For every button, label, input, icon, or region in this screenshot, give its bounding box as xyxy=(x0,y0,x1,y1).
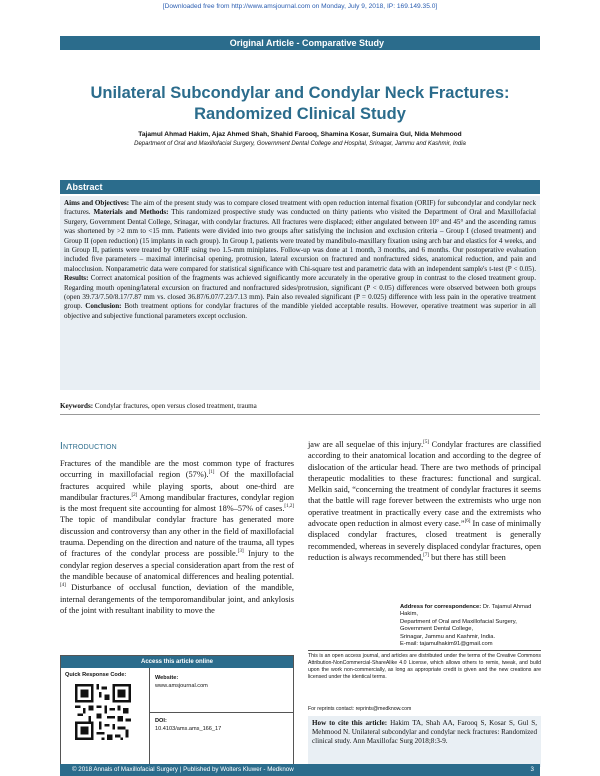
access-online-box xyxy=(60,655,294,769)
conclusion-text: Both treatment options for condylar fractures of the mandible yielded acceptable results. However, operative treatment was superior in all objective and subjective functional parameters except occlusion. xyxy=(64,302,536,320)
reprints-contact: For reprints contact: reprints@medknow.com xyxy=(308,706,412,712)
footer xyxy=(60,764,540,776)
website-link[interactable]: www.amsjournal.com xyxy=(155,683,208,689)
footer-copyright: © 2018 Annals of Maxillofacial Surgery | Published by Wolters Kluwer - Medknow xyxy=(72,766,294,773)
doi-label: DOI: xyxy=(155,718,167,724)
methods-label: Materials and Methods: xyxy=(93,208,169,217)
website-label: Website: xyxy=(155,675,179,681)
aims-text: The aim of the present study was to compare closed treatment with open reduction internal fixation (ORIF) for subcondylar and condylar neck fractures. xyxy=(64,199,536,217)
correspondence-name: Dr. Tajamul Ahmad Hakim, xyxy=(400,604,532,618)
conclusion-label: Conclusion: xyxy=(85,302,122,311)
divider xyxy=(149,668,150,769)
citation-ref[interactable]: [2] xyxy=(131,493,138,499)
qr-label: Quick Response Code: xyxy=(65,672,127,678)
aims-label: Aims and Objectives: xyxy=(64,199,130,207)
correspondence-line1: Department of Oral and Maxillofacial Surgery, Government Dental College, xyxy=(400,618,517,633)
page-number: 3 xyxy=(530,766,534,773)
correspondence-email[interactable]: E-mail: tajamulhakim91@gmail.com xyxy=(400,641,493,648)
abstract-body xyxy=(60,196,540,390)
results-label: Results: xyxy=(64,274,89,283)
correspondence-block xyxy=(308,604,541,648)
citation-ref[interactable]: [7] xyxy=(423,553,430,559)
citation-ref[interactable]: [6] xyxy=(464,519,471,525)
methods-text: This randomized prospective study was conducted on thirty patients who visited the Department of Oral and Maxillofacial Surgery, Government Dental College, Srinagar, with condylar fractures. All fractures were displaced; either angulated between 10° and 45° and the ascending ramus was shortened by >2 mm to <15 mm. Patients were divided into two groups after satisfying the inclusion and exclusion criteria – Group I (closed treatment) and Group II (open reduction) (15 implants in each group). In Group I, patients were treated by mandibulo-maxillary fixation using arch bar and elastics for 4 weeks, and in Group II, patients were treated by ORIF using two 1.5-mm miniplates. Follow-up was done at 1 month, 3 months, and 6 months. Our postoperative evaluation included five parameters – maximal interincisal opening, protrusion, lateral excursion on fractured and nonfractured sides, anatomical reduction, and pain and malocclusion. Nonparametric data were compared for statistical significance with Chi-square test and parametric data with an independent sample's t-test (P < 0.05). xyxy=(64,208,536,273)
citation-ref[interactable]: [3] xyxy=(237,549,244,555)
access-heading: Access this article online xyxy=(61,656,293,668)
results-text: Correct anatomical position of the fragments was achieved significantly more accurately in the operative group in contrast to the closed treatment group. Regarding mouth opening/lateral excursion on fractured and nonfractured sides/protrusion, significant (P < 0.05) differences were observed between both groups (open 39.73/7.50/8.17/7.87 mm vs. closed 36.87/6.07/7.23/7.13 mm). Pain also revealed significant (P = 0.025) difference with less pain in the operative treatment group. xyxy=(64,274,536,311)
citation-ref[interactable]: [1,2] xyxy=(284,504,294,510)
citation-ref[interactable]: [5] xyxy=(423,440,429,446)
introduction-heading: Introduction xyxy=(60,441,117,452)
download-note: [Downloaded free from http://www.amsjournal.com on Monday, July 9, 2018, IP: 169.149.35.0] xyxy=(162,3,438,10)
article-type-banner: Original Article - Comparative Study xyxy=(60,36,540,50)
cite-text: Hakim TA, Shah AA, Farooq S, Kosar S, Gul S, Mehmood N. Unilateral subcondylar and condylar neck fractures: Randomized clinical study. Ann Maxillofac Surg 2018;8:3-9. xyxy=(312,719,537,746)
divider xyxy=(308,650,541,651)
doi-link[interactable]: 10.4103/ams.ams_166_17 xyxy=(155,726,222,732)
citation-box xyxy=(308,716,541,767)
article-title: Unilateral Subcondylar and Condylar Neck Fractures: Randomized Clinical Study xyxy=(90,84,510,123)
citation-ref[interactable]: [1] xyxy=(208,470,215,476)
correspondence-line2: Srinagar, Jammu and Kashmir, India. xyxy=(400,633,496,640)
introduction-column-1: Fractures of the mandible are the most common type of fractures occurring in maxillofacial region (57%).[1] Of the maxillofacial fractures acquired while playing sports, about one-third are mandibular fractures.[2] Among mandibular fractures, condylar region is the most frequent site accounting for almost 18%–57% of cases.[1,2] The topic of mandibular condylar fracture has generated more discussion and controversy than any other in the field of maxillofacial trauma. Depending on the direction and nature of the trauma, all types of fractures of the condylar process are possible.[3] Injury to the condylar region deserves a special consideration apart from the rest of the mandible because of anatomical differences and healing potential.[4] Disturbance of occlusal function, deviation of the mandible, internal derangements of the temporomandibular joint, and ankylosis of the joint with resultant inability to move the xyxy=(60,459,295,615)
divider xyxy=(149,712,294,713)
license-text: This is an open access journal, and articles are distributed under the terms of the Creative Commons Attribution-NonCommercial-ShareAlike 4.0 License, which allows others to remix, tweak, and build upon the work non-commercially, as long as appropriate credit is given and the new creations are licensed under the identical terms. xyxy=(308,653,541,681)
affiliation: Department of Oral and Maxillofacial Surgery, Government Dental College and Hospital, Srinagar, Jammu and Kashmir, India xyxy=(134,141,466,147)
keywords-label: Keywords: xyxy=(60,402,94,410)
citation-ref[interactable]: [4] xyxy=(60,583,66,589)
qr-code-icon[interactable] xyxy=(75,684,131,740)
abstract-heading: Abstract xyxy=(60,180,540,194)
correspondence-label: Address for correspondence: xyxy=(400,604,482,610)
keywords-text: Condylar fractures, open versus closed treatment, trauma xyxy=(94,402,257,410)
introduction-column-2: jaw are all sequelae of this injury.[5] Condylar fractures are classified according to their anatomical location and according to the degree of dislocation of the articular head. There are two methods of principal therapeutic modalities to these fractures: functional and surgical. Melkin said, “concerning the treatment of condylar fractures it seems that the battle will rage forever between the extremists who urge non operative treatment in practically every case and the extremists who advocate open reduction in almost every case.”[6] In case of minimally displaced condylar fractures, closed treatment is generally recommended, whereas in severely displaced condylar fractures, open reduction is always recommended,[7] but there has still been xyxy=(308,440,541,562)
author-list: Tajamul Ahmad Hakim, Ajaz Ahmed Shah, Shahid Farooq, Shamina Kosar, Sumaira Gul, Nida Mehmood xyxy=(138,131,462,138)
cite-label: How to cite this article: xyxy=(312,719,388,727)
keywords xyxy=(60,402,540,415)
